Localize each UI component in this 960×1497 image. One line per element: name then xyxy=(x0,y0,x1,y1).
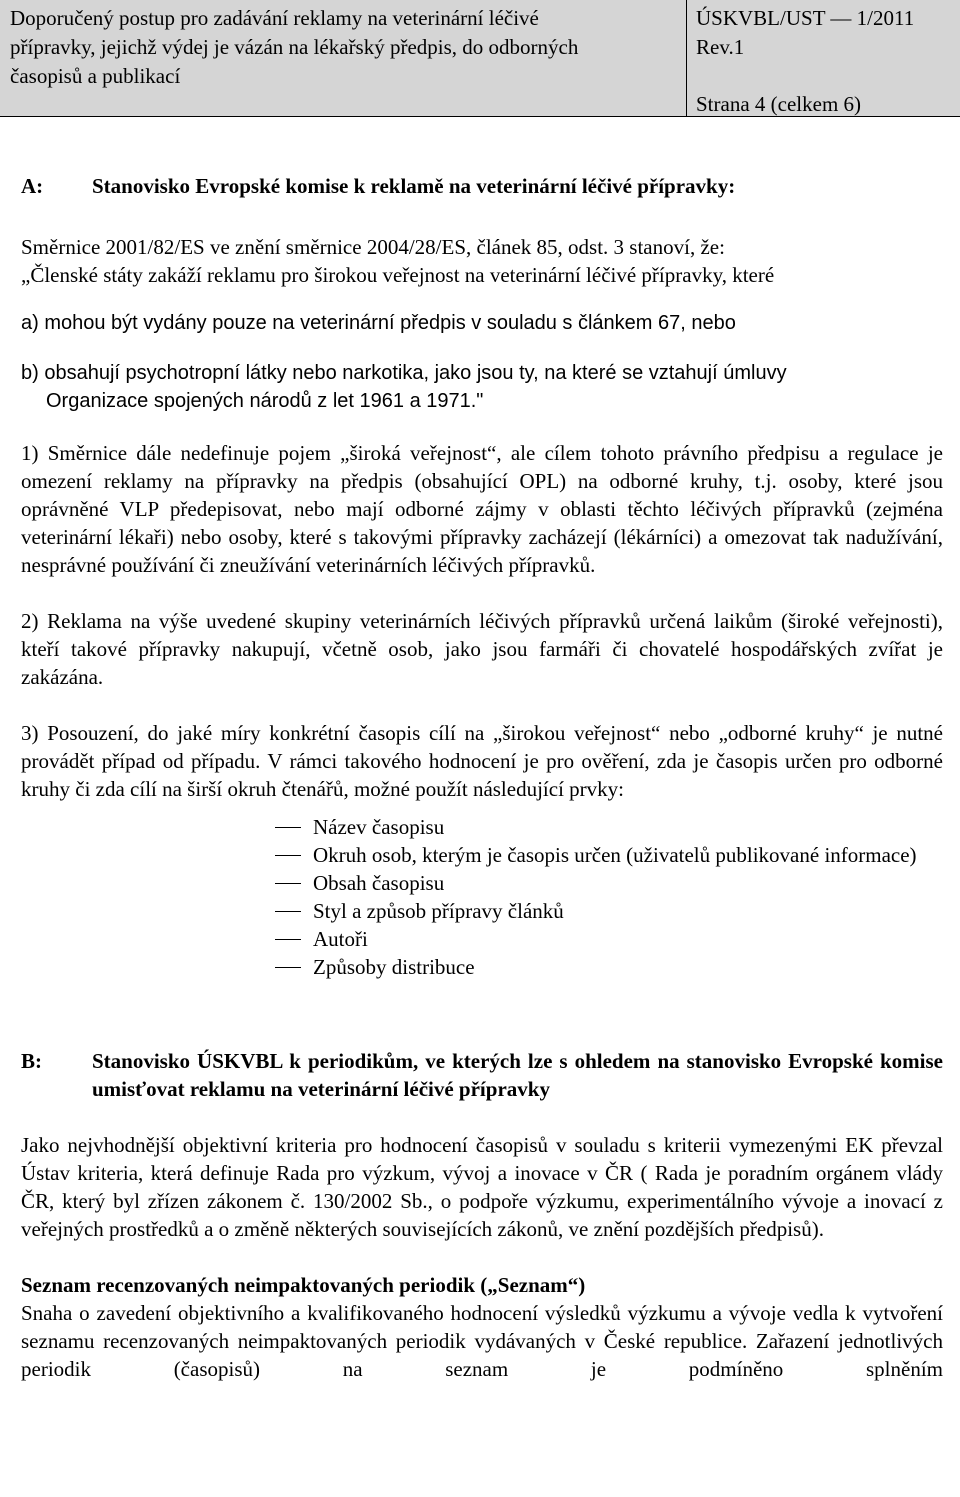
dash-bullet xyxy=(21,897,313,925)
dash-bullet xyxy=(21,869,313,897)
document-meta xyxy=(696,4,956,119)
section-a-letter: A: xyxy=(21,174,44,198)
directive-item-b: b) obsahují psychotropní látky nebo narkotika, jako jsou ty, na které se vztahují úmluvy xyxy=(21,362,787,384)
section-a-heading xyxy=(21,172,943,200)
list-item: Obsah časopisu xyxy=(21,869,943,897)
directive-quote: „Členské státy zakáží reklamu pro širokou veřejnost na veterinární léčivé přípravky, které xyxy=(21,263,775,287)
list-item: Způsoby distribuce xyxy=(21,953,943,981)
document-header xyxy=(0,0,960,117)
section-b-letter: B: xyxy=(21,1049,42,1073)
document-title xyxy=(10,4,680,91)
section-b-paragraph: Jako nejvhodnější objektivní kriteria pro hodnocení časopisů v souladu s kriterii vymezenými EK převzal Ústav kriteria, která definuje Rada pro výzkum, vývoj a inovace v ČR ( Rada je poradním orgánem vlády ČR, který byl zřízen zákonem č. 130/2002 Sb., o podpoře výzkumu, experimentálního vývoje a inovací z veřejných prostředků a o změně některých souvisejících zákonů, ve znění pozdějších předpisů). xyxy=(21,1133,943,1241)
directive-item-a: a) mohou být vydány pouze na veterinární předpis v souladu s článkem 67, nebo xyxy=(21,312,736,334)
point-2: 2) Reklama na výše uvedené skupiny veterinárních léčivých přípravků určená laikům (široké veřejnosti), kteří takové přípravky nakupují, včetně osob, jako jsou farmáři či chovatelé hospodářských zvířat je zakázána. xyxy=(21,609,943,689)
section-b-heading xyxy=(21,1047,943,1103)
page-info: Strana 4 (celkem 6) xyxy=(696,92,862,116)
directive-item-b-continued: Organizace spojených národů z let 1961 a 1971." xyxy=(46,390,484,412)
document-title-line: Doporučený postup pro zadávání reklamy na veterinární léčivé xyxy=(10,6,539,30)
list-item: Okruh osob, kterým je časopis určen (uživatelů publikované informace) xyxy=(21,841,943,869)
list-item: Autoři xyxy=(21,925,943,953)
document-title-line: časopisů a publikací xyxy=(10,64,181,88)
assessment-elements-list xyxy=(21,813,943,981)
dash-bullet xyxy=(21,813,313,841)
seznam-subheading: Seznam recenzovaných neimpaktovaných periodik („Seznam“) xyxy=(21,1273,586,1297)
seznam-paragraph: Snaha o zavedení objektivního a kvalifikovaného hodnocení výsledků výzkumu a vývoje vedla k vytvoření seznamu recenzovaných neimpaktovaných periodik vydávaných v České republice. Zařazení jednotlivých periodik (časopisů) na seznam je podmíněno splněním xyxy=(21,1301,943,1381)
document-code: ÚSKVBL/UST — 1/2011 xyxy=(696,6,915,30)
list-item: Styl a způsob přípravy článků xyxy=(21,897,943,925)
header-divider xyxy=(686,0,687,117)
list-item: Název časopisu xyxy=(21,813,943,841)
directive-intro: Směrnice 2001/82/ES ve znění směrnice 2004/28/ES, článek 85, odst. 3 stanoví, že: xyxy=(21,235,725,259)
dash-bullet xyxy=(21,925,313,953)
dash-bullet xyxy=(21,841,313,869)
document-title-line: přípravky, jejichž výdej je vázán na lékařský předpis, do odborných xyxy=(10,35,579,59)
dash-bullet xyxy=(21,953,313,981)
revision-label: Rev.1 xyxy=(696,35,745,59)
document-body xyxy=(21,172,943,1383)
section-b-title: Stanovisko ÚSKVBL k periodikům, ve kterých lze s ohledem na stanovisko Evropské komise umisťovat reklamu na veterinární léčivé přípravky xyxy=(92,1049,943,1101)
point-1: 1) Směrnice dále nedefinuje pojem „široká veřejnost“, ale cílem tohoto právního předpisu a regulace je omezení reklamy na přípravky na předpis (obsahující OPL) na odborné kruhy, t.j. osoby, které jsou oprávněné VLP předepisovat, nebo mají odborné zájmy v oblasti těchto léčivých přípravků (zejména veterinární lékaři) nebo osoby, které s takovými přípravky zacházejí (lékárníci) a omezovat tak nadužívání, nesprávné používání či zneužívání veterinárních léčivých přípravků. xyxy=(21,441,943,577)
point-3: 3) Posouzení, do jaké míry konkrétní časopis cílí na „širokou veřejnost“ nebo „odborné kruhy“ je nutné provádět případ od případu. V rámci takového hodnocení je pro ověření, zda je časopis určen pro odborné kruhy či zda cílí na širší okruh čtenářů, možné použít následující prvky: xyxy=(21,721,943,801)
section-a-title: Stanovisko Evropské komise k reklamě na veterinární léčivé přípravky: xyxy=(92,174,736,198)
